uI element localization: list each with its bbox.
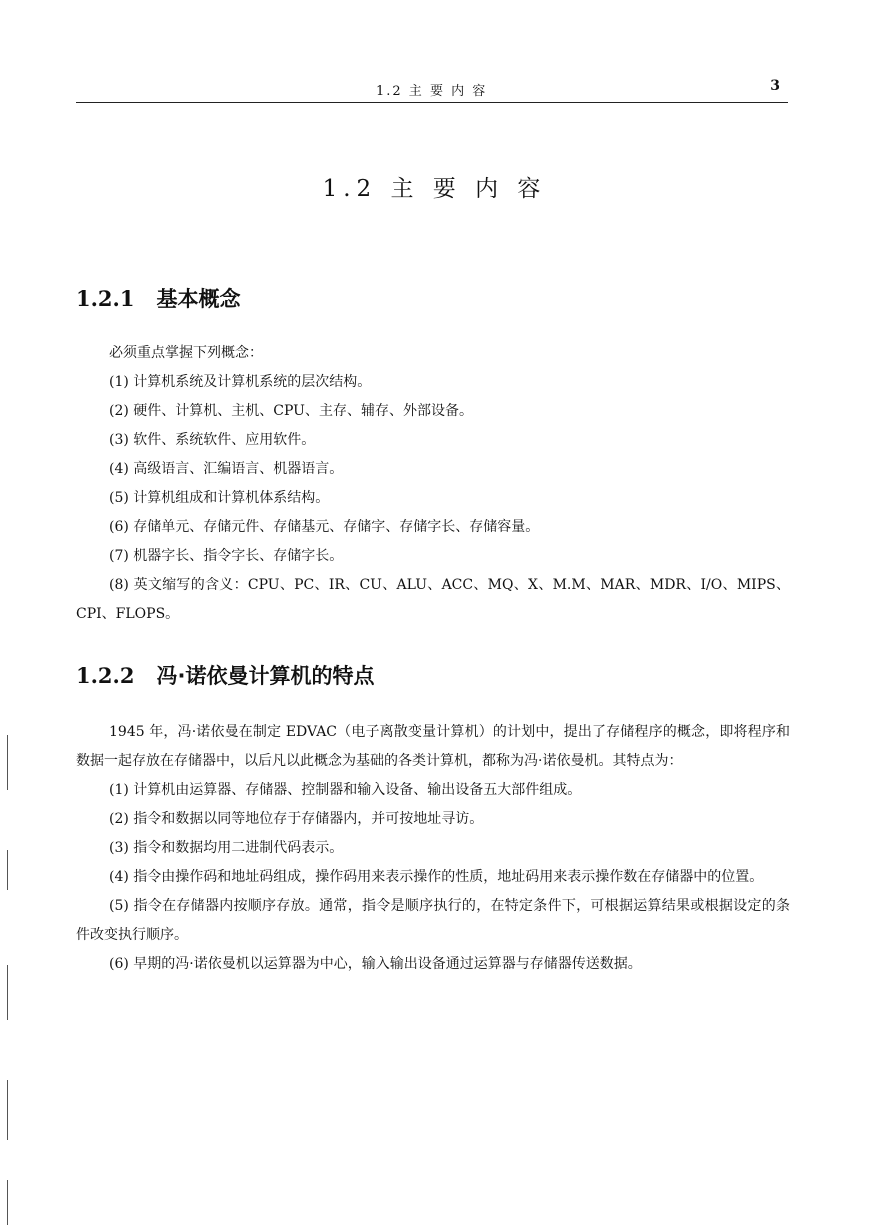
list-item: (4) 指令由操作码和地址码组成，操作码用来表示操作的性质，地址码用来表示操作数在存储器中的位置。 — [109, 869, 764, 885]
subsection-number: 1.2.1 — [76, 286, 135, 311]
running-header — [76, 80, 788, 103]
subsection-title: 基本概念 — [156, 287, 241, 311]
running-header-title: 1.2 主 要 内 容 — [376, 84, 488, 99]
von-neumann-features — [76, 718, 790, 979]
subsection-heading-1-2-1 — [76, 283, 240, 313]
section-title: 1.2 主 要 内 容 — [322, 176, 547, 202]
page-number: 3 — [770, 78, 780, 94]
list-item: (5) 指令在存储器内按顺序存放。通常，指令是顺序执行的，在特定条件下，可根据运算结果或根据设定的条件改变执行顺序。 — [76, 898, 790, 943]
list-item: (3) 软件、系统软件、应用软件。 — [109, 432, 316, 448]
scan-margin-mark — [7, 850, 8, 890]
concept-intro: 必须重点掌握下列概念： — [109, 345, 263, 361]
list-item: (8) 英文缩写的含义：CPU、PC、IR、CU、ALU、ACC、MQ、X、M.M、MAR、MDR、I/O、MIPS、CPI、FLOPS。 — [76, 577, 790, 622]
scan-margin-mark — [7, 735, 8, 790]
list-item: (2) 硬件、计算机、主机、CPU、主存、辅存、外部设备。 — [109, 403, 473, 419]
list-item: (7) 机器字长、指令字长、存储字长。 — [109, 548, 344, 564]
subsection-number: 1.2.2 — [76, 663, 135, 688]
list-item: (5) 计算机组成和计算机体系结构。 — [109, 490, 330, 506]
list-item: (6) 早期的冯·诺依曼机以运算器为中心，输入输出设备通过运算器与存储器传送数据。 — [109, 956, 642, 972]
scan-margin-mark — [7, 1080, 8, 1140]
list-item: (2) 指令和数据以同等地位存于存储器内，并可按地址寻访。 — [109, 811, 484, 827]
subsection-title: 冯·诺依曼计算机的特点 — [156, 664, 375, 688]
paragraph-intro: 1945 年，冯·诺依曼在制定 EDVAC（电子离散变量计算机）的计划中，提出了存储程序的概念，即将程序和数据一起存放在存储器中，以后凡以此概念为基础的各类计算机，都称为冯·诺依曼机。其特点为： — [76, 724, 790, 769]
list-item: (6) 存储单元、存储元件、存储基元、存储字、存储字长、存储容量。 — [109, 519, 540, 535]
list-item: (4) 高级语言、汇编语言、机器语言。 — [109, 461, 344, 477]
scan-margin-mark — [7, 1180, 8, 1225]
list-item: (1) 计算机系统及计算机系统的层次结构。 — [109, 374, 372, 390]
subsection-heading-1-2-2 — [76, 660, 374, 690]
scan-margin-mark — [7, 965, 8, 1020]
concept-list — [76, 339, 790, 629]
list-item: (3) 指令和数据均用二进制代码表示。 — [109, 840, 344, 856]
list-item: (1) 计算机由运算器、存储器、控制器和输入设备、输出设备五大部件组成。 — [109, 782, 582, 798]
